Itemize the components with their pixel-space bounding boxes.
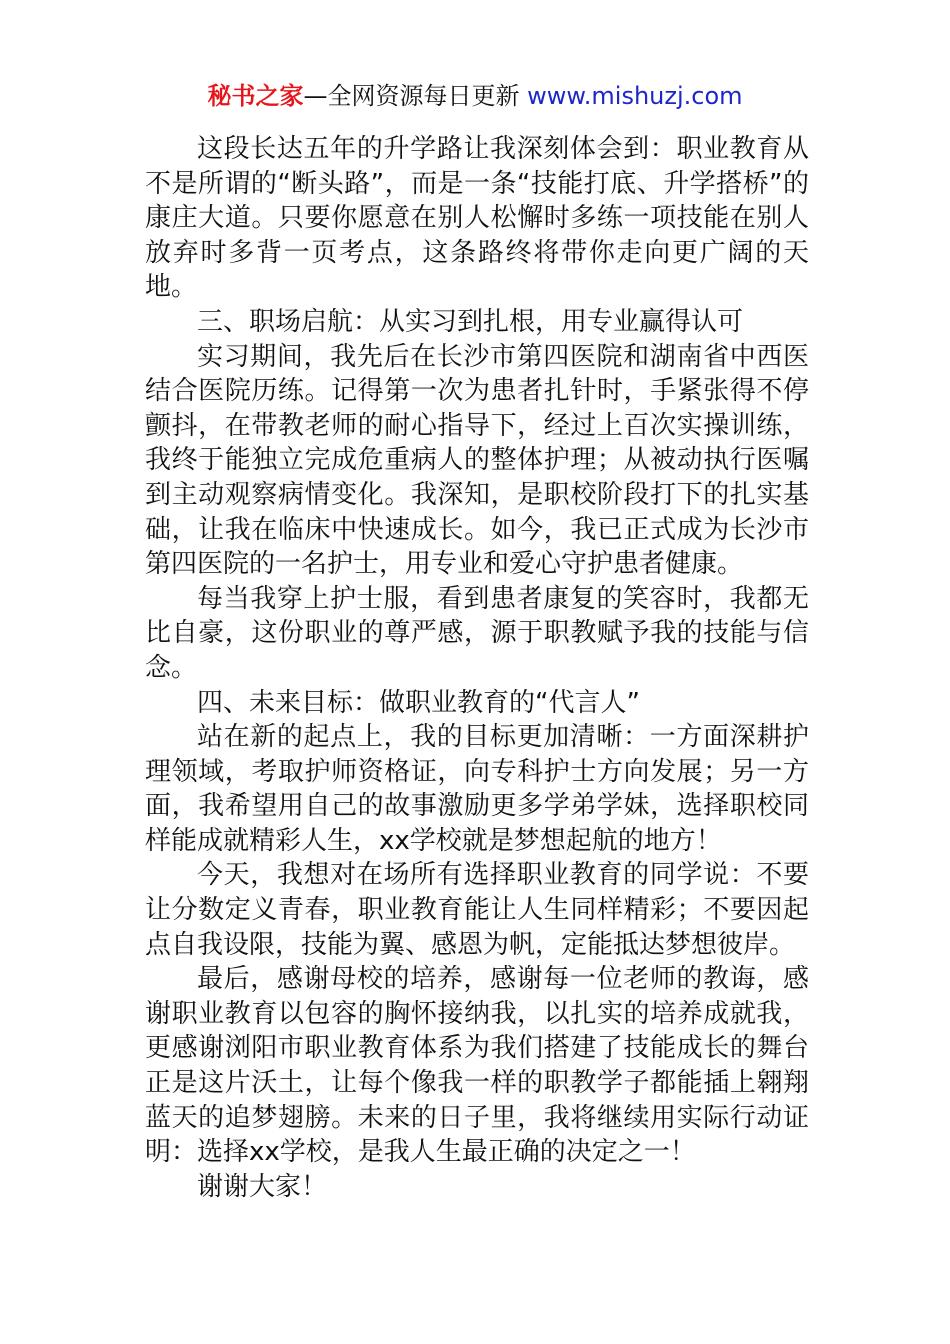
site-brand: 秘书之家 <box>207 82 304 110</box>
site-url-link[interactable]: www.mishuzj.com <box>527 82 743 110</box>
document-body <box>145 132 809 1204</box>
paragraph-internship: 实习期间，我先后在长沙市第四医院和湖南省中西医结合医院历练。记得第一次为患者扎针时，手紧张得不停颤抖，在带教老师的耐心指导下，经过上百次实操训练，我终于能独立完成危重病人的整体护理；从被动执行医嘱到主动观察病情变化。我深知，是职校阶段打下的扎实基础，让我在临床中快速成长。如今，我已正式成为长沙市第四医院的一名护士，用专业和爱心守护患者健康。 <box>145 341 809 580</box>
paragraph-thanks: 最后，感谢母校的培养，感谢每一位老师的教诲，感谢职业教育以包容的胸怀接纳我，以扎实的培养成就我，更感谢浏阳市职业教育体系为我们搭建了技能成长的舞台正是这片沃土，让每个像我一样的职教学子都能插上翱翔蓝天的追梦翅膀。未来的日子里，我将继续用实际行动证明：选择xx学校，是我人生最正确的决定之一！ <box>145 964 809 1168</box>
paragraph-upgrade-reflection: 这段长达五年的升学路让我深刻体会到：职业教育从不是所谓的“断头路”，而是一条“技能打底、升学搭桥”的康庄大道。只要你愿意在别人松懈时多练一项技能在别人放弃时多背一页考点，这条路终将带你走向更广阔的天地。 <box>145 134 809 303</box>
site-tagline: —全网资源每日更新 <box>303 82 528 110</box>
section-heading-career: 三、职场启航：从实习到扎根，用专业赢得认可 <box>197 306 744 337</box>
paragraph-pride: 每当我穿上护士服，看到患者康复的笑容时，我都无比自豪，这份职业的尊严感，源于职教赋予我的技能与信念。 <box>145 583 809 683</box>
paragraph-message: 今天，我想对在场所有选择职业教育的同学说：不要让分数定义青春，职业教育能让人生同样精彩；不要因起点自我设限，技能为翼、感恩为帆，定能抵达梦想彼岸。 <box>145 860 809 960</box>
paragraph-goals: 站在新的起点上，我的目标更加清晰：一方面深耕护理领域，考取护师资格证，向专科护士方向发展；另一方面，我希望用自己的故事激励更多学弟学妹，选择职校同样能成就精彩人生，xx学校就是梦想起航的地方！ <box>145 722 809 856</box>
paragraph-closing: 谢谢大家！ <box>197 1171 328 1202</box>
section-heading-future: 四、未来目标：做职业教育的“代言人” <box>197 687 640 718</box>
page-header <box>0 78 950 114</box>
